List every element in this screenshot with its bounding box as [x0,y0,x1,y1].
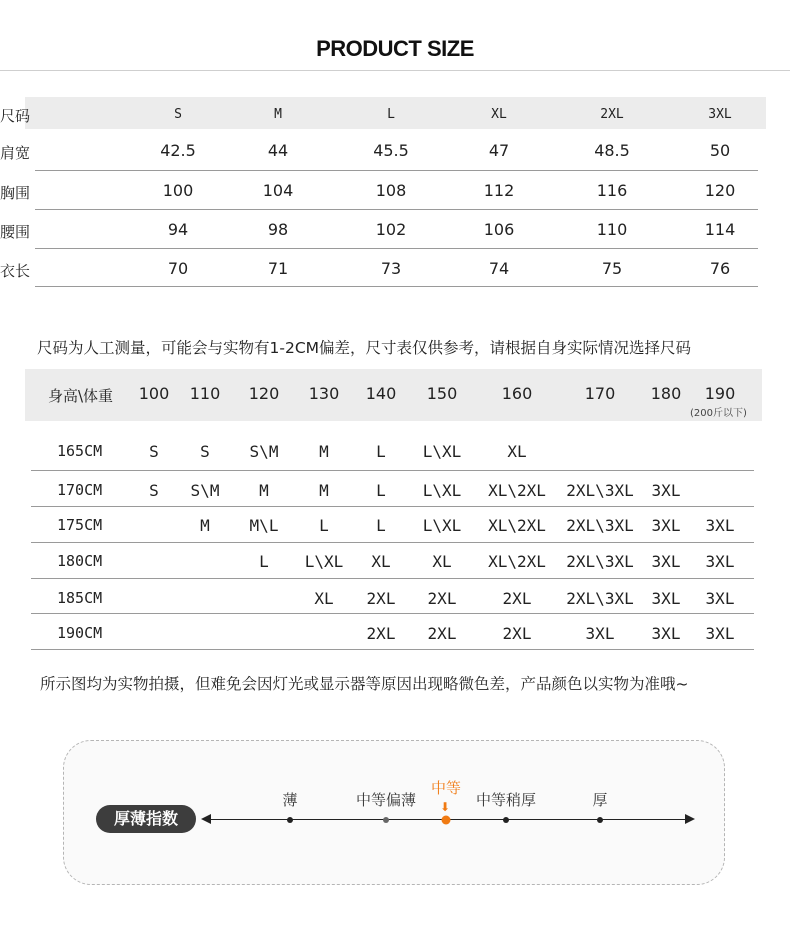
size-table-row-label: 衣长 [0,262,31,280]
size-table-cell: 75 [601,259,623,278]
fit-table-size-cell: 2XL [427,624,457,643]
thickness-selected-marker [442,816,451,825]
thickness-label: 厚薄指数 [96,805,196,833]
size-table-cell: 100 [162,181,194,200]
fit-table-row-divider [31,649,754,650]
fit-table-size-cell: 3XL [705,516,735,535]
fit-table-size-cell: S\M [249,442,279,461]
measurement-note: 尺码为人工测量，可能会与实物有1-2CM偏差，尺寸表仅供参考，请根据自身实际情况选择尺码 [37,339,692,357]
size-table-cell: 71 [267,259,289,278]
size-table-row-divider [35,209,758,210]
size-table-header-label: 尺码 [0,107,31,125]
fit-table-size-cell: 2XL [366,624,396,643]
fit-table-weight-header: 100 [138,384,170,403]
size-table-header-cell: S [174,107,182,122]
size-table-header-bg [25,97,766,129]
fit-table-size-cell: S\M [190,481,220,500]
fit-table-size-cell: XL\2XL [488,516,546,535]
fit-table-size-cell: L\XL [422,481,462,500]
title-divider [0,70,790,71]
size-table-cell: 76 [709,259,731,278]
fit-table-size-cell: L [259,552,269,571]
fit-table-size-cell: M [200,516,210,535]
size-table-cell: 120 [704,181,736,200]
fit-table-size-cell: 2XL [366,589,396,608]
size-table-cell: 45.5 [373,141,409,160]
fit-table-size-cell: 3XL [651,481,681,500]
fit-table-height-label: 190CM [57,624,103,642]
fit-table-size-cell: L [376,481,386,500]
thickness-level-label: 中等稍厚 [475,791,537,809]
fit-table-weight-header: 120 [248,384,280,403]
weight-note: (200斤以下) [690,408,747,419]
size-table-cell: 42.5 [160,141,196,160]
fit-table-size-cell: XL\2XL [488,552,546,571]
fit-table-size-cell: 2XL\3XL [566,516,634,535]
fit-table-corner-label: 身高\体重 [48,387,114,405]
fit-table-size-cell: XL [432,552,452,571]
fit-table-size-cell: 3XL [585,624,615,643]
fit-table-height-label: 185CM [57,589,103,607]
size-table-cell: 48.5 [594,141,630,160]
thickness-level-marker [597,817,603,823]
size-table-header-cell: 2XL [600,107,624,122]
fit-table-size-cell: L [319,516,329,535]
size-table-row-divider [35,248,758,249]
thickness-level-marker [503,817,509,823]
fit-table-size-cell: L\XL [422,516,462,535]
fit-table-size-cell: XL [507,442,527,461]
thickness-level-marker [287,817,293,823]
fit-table-size-cell: XL [371,552,391,571]
size-table-cell: 44 [267,141,289,160]
fit-table-row-divider [31,506,754,507]
fit-table-size-cell: 2XL [427,589,457,608]
size-table-header-cell: L [387,107,395,122]
fit-table-size-cell: S [149,481,159,500]
fit-table-size-cell: 3XL [705,552,735,571]
fit-table-weight-header: 170 [584,384,616,403]
size-table-cell: 104 [262,181,294,200]
fit-table-size-cell: L\XL [422,442,462,461]
fit-table-size-cell: 3XL [651,516,681,535]
fit-table-size-cell: S [200,442,210,461]
fit-table-weight-header: 130 [308,384,340,403]
fit-table-size-cell: 2XL [502,624,532,643]
size-table-cell: 74 [488,259,510,278]
fit-table-row-divider [31,470,754,471]
fit-table-height-label: 180CM [57,552,103,570]
fit-table-size-cell: 3XL [705,589,735,608]
fit-table-size-cell: 3XL [651,589,681,608]
thickness-level-label: 薄 [282,791,298,809]
fit-table-size-cell: M [319,442,329,461]
size-table-cell: 102 [375,220,407,239]
thickness-level-marker [383,817,389,823]
fit-table-row-divider [31,613,754,614]
page-title: PRODUCT SIZE [316,36,474,61]
size-table-row-label: 肩宽 [0,144,31,162]
fit-table-size-cell: L\XL [304,552,344,571]
fit-table-weight-header: 140 [365,384,397,403]
size-table-header-cell: XL [491,107,507,122]
axis-left-arrow-icon [201,814,211,824]
size-table-cell: 98 [267,220,289,239]
color-note: 所示图均为实物拍摄，但难免会因灯光或显示器等原因出现略微色差，产品颜色以实物为准哦~ [40,675,689,693]
size-table-header-cell: 3XL [708,107,732,122]
axis-right-arrow-icon [685,814,695,824]
fit-table-height-label: 175CM [57,516,103,534]
fit-table-height-label: 165CM [57,442,103,460]
size-table-cell: 116 [596,181,628,200]
size-table-cell: 50 [709,141,731,160]
size-table-cell: 114 [704,220,736,239]
fit-table-weight-header: 190 [704,384,736,403]
fit-table-size-cell: M [259,481,269,500]
size-table-row-label: 腰围 [0,223,31,241]
fit-table-size-cell: L [376,516,386,535]
fit-table-weight-header: 160 [501,384,533,403]
thickness-level-label: 厚 [592,791,608,809]
fit-table-size-cell: S [149,442,159,461]
thickness-level-label: 中等偏薄 [355,791,417,809]
fit-table-weight-header: 180 [650,384,682,403]
size-table-cell: 47 [488,141,510,160]
size-table-row-divider [35,170,758,171]
size-table-cell: 94 [167,220,189,239]
fit-table-size-cell: XL [314,589,334,608]
fit-table-height-label: 170CM [57,481,103,499]
fit-table-weight-header: 110 [189,384,221,403]
selected-down-arrow-icon: ⬇ [440,800,451,814]
fit-table-row-divider [31,578,754,579]
fit-table-size-cell: 2XL\3XL [566,481,634,500]
size-table-header-cell: M [274,107,282,122]
fit-table-size-cell: M [319,481,329,500]
size-table-cell: 110 [596,220,628,239]
size-table-cell: 112 [483,181,515,200]
size-table-cell: 70 [167,259,189,278]
fit-table-weight-header: 150 [426,384,458,403]
fit-table-row-divider [31,542,754,543]
fit-table-size-cell: 2XL\3XL [566,552,634,571]
size-table-row-label: 胸围 [0,184,31,202]
fit-table-size-cell: 2XL\3XL [566,589,634,608]
fit-table-size-cell: 2XL [502,589,532,608]
size-table-cell: 108 [375,181,407,200]
size-table-cell: 106 [483,220,515,239]
fit-table-size-cell: L [376,442,386,461]
fit-table-size-cell: 3XL [651,624,681,643]
fit-table-size-cell: 3XL [651,552,681,571]
fit-table-size-cell: 3XL [705,624,735,643]
fit-table-size-cell: M\L [249,516,279,535]
thickness-level-label: 中等 [430,779,462,797]
fit-table-size-cell: XL\2XL [488,481,546,500]
size-table-row-divider [35,286,758,287]
size-table-cell: 73 [380,259,402,278]
